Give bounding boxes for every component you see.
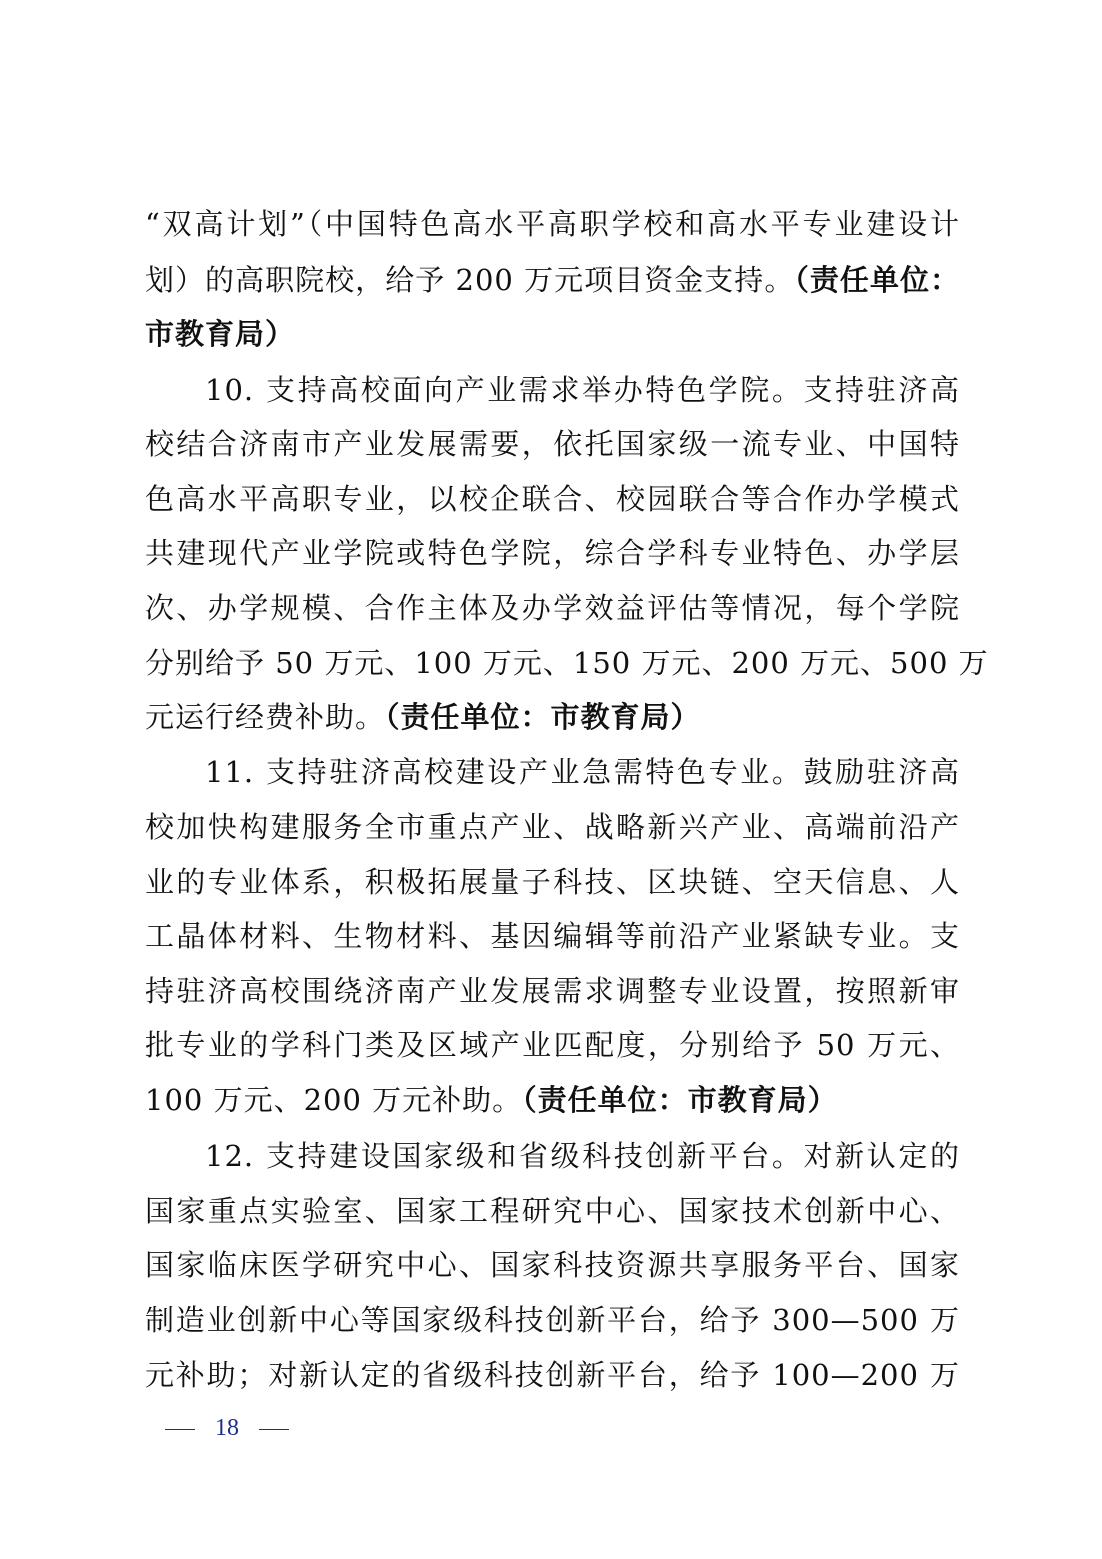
- line-2-text: 划）的高职院校，给予 200 万元项目资金支持。: [145, 263, 795, 297]
- line-17-text: 100 万元、200 万元补助。: [145, 1083, 523, 1117]
- responsible-unit-value: 市教育局）: [145, 317, 296, 351]
- responsible-unit-label: （责任单位：: [794, 263, 960, 297]
- item-12-heading-line: [205, 1128, 960, 1184]
- line-16-text: 批专业的学科门类及区域产业匹配度，分别给予 50 万元、: [145, 1028, 960, 1062]
- line-10-text: 元运行经费补助。: [145, 700, 386, 734]
- line-11-text: 11. 支持驻济高校建设产业急需特色专业。鼓励驻济高: [205, 755, 960, 789]
- page-number-value: 18: [215, 1415, 239, 1441]
- text-line-3: [145, 306, 960, 362]
- text-line-20: [145, 1237, 960, 1293]
- line-4-text: 10. 支持高校面向产业需求举办特色学院。支持驻济高: [205, 373, 960, 407]
- responsible-unit: （责任单位：市教育局）: [385, 700, 701, 734]
- line-7-text: 共建现代产业学院或特色学院，综合学科专业特色、办学层: [145, 536, 960, 570]
- line-22-text: 元补助；对新认定的省级科技创新平台，给予 100—200 万: [145, 1358, 960, 1392]
- text-line-7: [145, 525, 960, 581]
- responsible-unit: （责任单位：市教育局）: [522, 1083, 838, 1117]
- line-14-text: 工晶体材料、生物材料、基因编辑等前沿产业紧缺专业。支: [145, 919, 960, 953]
- text-line-10: [145, 689, 960, 745]
- text-line-12: [145, 799, 960, 855]
- text-line-21: [145, 1292, 960, 1348]
- text-line-6: [145, 471, 960, 527]
- text-line-2: [145, 252, 960, 308]
- page-number-right-dash: [259, 1429, 289, 1431]
- line-5-text: 校结合济南市产业发展需要，依托国家级一流专业、中国特: [145, 427, 960, 461]
- text-line-17: [145, 1072, 960, 1128]
- page-number: [165, 1410, 289, 1446]
- page-number-left-dash: [165, 1429, 195, 1431]
- line-20-text: 国家临床医学研究中心、国家科技资源共享服务平台、国家: [145, 1248, 960, 1282]
- line-18-text: 12. 支持建设国家级和省级科技创新平台。对新认定的: [205, 1139, 960, 1173]
- line-19-text: 国家重点实验室、国家工程研究中心、国家技术创新中心、: [145, 1194, 960, 1228]
- text-line-8: [145, 580, 960, 636]
- text-line-19: [145, 1183, 960, 1239]
- text-line-1: [145, 196, 960, 252]
- text-line-16: [145, 1017, 960, 1073]
- item-10-heading-line: [205, 362, 960, 418]
- line-6-text: 色高水平高职专业，以校企联合、校园联合等合作办学模式: [145, 482, 960, 516]
- line-15-text: 持驻济高校围绕济南产业发展需求调整专业设置，按照新审: [145, 974, 960, 1008]
- line-9-text: 分别给予 50 万元、100 万元、150 万元、200 万元、500 万: [145, 646, 989, 680]
- text-line-5: [145, 416, 960, 472]
- text-line-13: [145, 854, 960, 910]
- item-11-heading-line: [205, 744, 960, 800]
- text-line-9: [145, 635, 989, 691]
- line-8-text: 次、办学规模、合作主体及办学效益评估等情况，每个学院: [145, 591, 960, 625]
- text-line-22: [145, 1347, 960, 1403]
- text-line-14: [145, 908, 960, 964]
- line-1-text: “双高计划”（中国特色高水平高职学校和高水平专业建设计: [145, 207, 960, 241]
- line-13-text: 业的专业体系，积极拓展量子科技、区块链、空天信息、人: [145, 865, 960, 899]
- text-line-15: [145, 963, 960, 1019]
- line-21-text: 制造业创新中心等国家级科技创新平台，给予 300—500 万: [145, 1303, 960, 1337]
- line-12-text: 校加快构建服务全市重点产业、战略新兴产业、高端前沿产: [145, 810, 960, 844]
